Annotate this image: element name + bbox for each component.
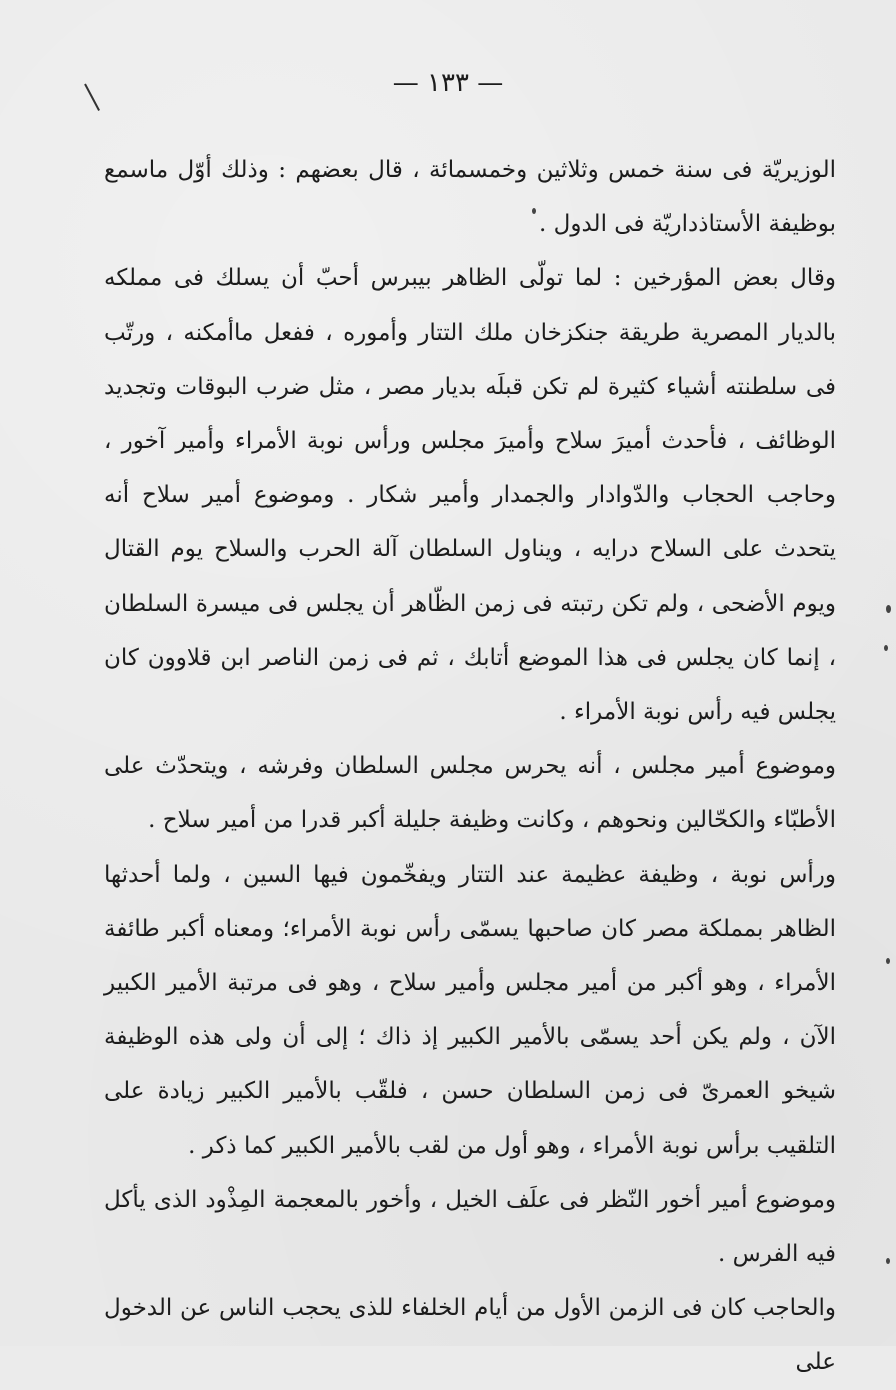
- paragraph: الوزيريّة فى سنة خمس وثلاثين وخمسمائة ، قال بعضهم : وذلك أوّل ماسمع بوظيفة الأستاذداريّة فى الدول .: [104, 157, 836, 238]
- paragraph: ورأس نوبة ، وظيفة عظيمة عند التتار ويفخّمون فيها السين ، ولما أحدثها الظاهر بمملكة مصر كان صاحبها يسمّى رأس نوبة الأمراء؛ ومعناه أكبر طائفة الأمراء ، وهو أكبر من أمير مجلس وأمير سلاح ، وهو فى مرتبة الأمير الكبير الآن ، ولم يكن أحد يسمّى بالأمير الكبير إذ ذاك ؛ إلى أن ولى هذه الوظيفة شيخو العمرىّ فى زمن السلطان حسن ، فلقّب بالأمير الكبير زيادة على التلقيب برأس نوبة الأمراء ، وهو أول من لقب بالأمير الكبير كما ذكر .: [104, 861, 836, 1159]
- paragraph: وقال بعض المؤرخين : لما تولّى الظاهر بيبرس أحبّ أن يسلك فى مملكه بالديار المصرية طريقة جنكزخان ملك التتار وأموره ، ففعل ماأمكنه ، ورتّب فى سلطنته أشياء كثيرة لم تكن قبلَه بديار مصر ، مثل ضرب البوقات وتجديد الوظائف ، فأحدث أميرَ سلاح وأميرَ مجلس ورأس نوبة الأمراء وأمير آخور ، وحاجب الحجاب والدّوادار والجمدار وأمير شكار . وموضوع أمير سلاح أنه يتحدث على السلاح درايه ، ويناول السلطان آلة الحرب والسلاح يوم القتال ويوم الأضحى ، ولم تكن رتبته فى زمن الظّاهر أن يجلس فى ميسرة السلطان ، إنما كان يجلس فى هذا الموضع أتابك ، ثم فى زمن الناصر ابن قلاوون كان يجلس فيه رأس نوبة الأمراء .: [104, 265, 836, 726]
- ink-speck: [886, 605, 891, 613]
- paragraph: والحاجب كان فى الزمن الأول من أيام الخلفاء للذى يحجب الناس عن الدخول على: [104, 1295, 836, 1376]
- ink-speck: [884, 645, 888, 651]
- paragraph: وموضوع أمير مجلس ، أنه يحرس مجلس السلطان وفرشه ، ويتحدّث على الأطبّاء والكحّالين ونحوهم ، وكانت وظيفة جليلة أكبر قدرا من أمير سلاح .: [104, 753, 836, 834]
- ink-speck: [886, 1258, 890, 1264]
- ink-speck: [886, 958, 890, 964]
- page-number: — ١٣٣ —: [392, 68, 504, 98]
- body-text: [104, 143, 836, 1390]
- paragraph: وموضوع أمير أخور النّظر فى علَف الخيل ، وأخور بالمعجمة المِذْود الذى يأكل فيه الفرس .: [104, 1186, 836, 1268]
